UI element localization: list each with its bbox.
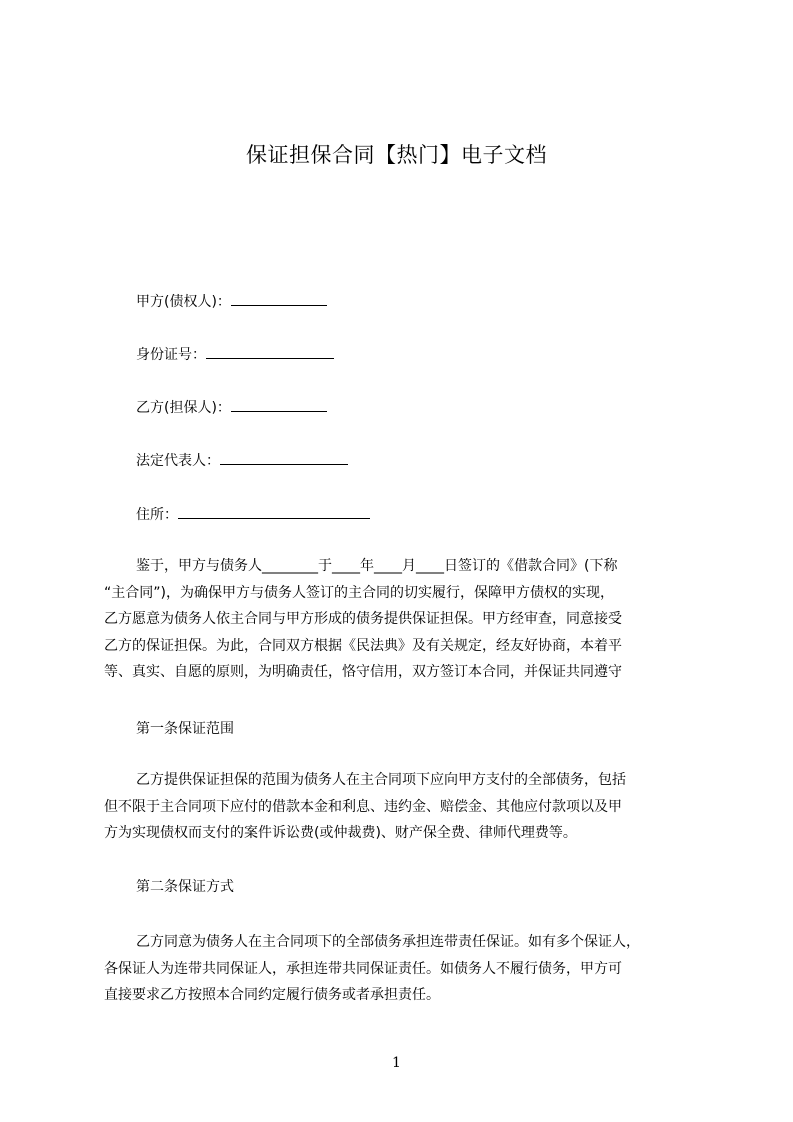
preamble-line: 等、真实、自愿的原则，为明确责任，恪守信用，双方签订本合同，并保证共同遵守 [104, 664, 622, 680]
section-2-line: 乙方同意为债务人在主合同项下的全部债务承担连带责任保证。如有多个保证人， [136, 934, 640, 950]
id-number-label: 身份证号： [136, 347, 206, 363]
section-1-line: 乙方提供保证担保的范围为债务人在主合同项下应向甲方支付的全部债务，包括 [136, 772, 626, 788]
creditor-label: 甲方(债权人)： [136, 294, 231, 310]
address-field [136, 504, 370, 526]
section-1-paragraph [104, 767, 694, 847]
guarantor-label: 乙方(担保人)： [136, 400, 231, 416]
creditor-blank [231, 291, 327, 306]
legal-representative-label: 法定代表人： [136, 453, 220, 469]
id-number-field [136, 344, 334, 366]
address-blank [178, 504, 370, 519]
section-2-heading: 第二条保证方式 [136, 879, 234, 895]
section-1-line: 方为实现债权而支付的案件诉讼费(或仲裁费)、财产保全费、律师代理费等。 [104, 825, 577, 841]
page-number: 1 [392, 1055, 401, 1071]
preamble-line: “主合同”)，为确保甲方与债务人签订的主合同的切实履行，保障甲方债权的实现， [104, 584, 614, 601]
section-2-paragraph [104, 929, 694, 1009]
document-title: 保证担保合同【热门】电子文档 [246, 143, 547, 167]
address-label: 住所： [136, 507, 178, 523]
preamble-line: 鉴于，甲方与债务人________于____年____月____日签订的《借款合同》(下称 [136, 558, 618, 574]
guarantor-blank [231, 397, 327, 412]
section-2-line: 各保证人为连带共同保证人，承担连带共同保证责任。如债务人不履行债务，甲方可 [104, 960, 622, 977]
preamble-line: 乙方的保证担保。为此，合同双方根据《民法典》及有关规定，经友好协商，本着平 [104, 637, 622, 654]
legal-representative-field [136, 450, 348, 472]
creditor-field [136, 291, 327, 313]
section-1-line: 但不限于主合同项下应付的借款本金和利息、违约金、赔偿金、其他应付款项以及甲 [104, 798, 622, 815]
id-number-blank [206, 344, 334, 359]
section-2-line: 直接要求乙方按照本合同约定履行债务或者承担责任。 [104, 987, 440, 1003]
preamble-line: 乙方愿意为债务人依主合同与甲方形成的债务提供保证担保。甲方经审查，同意接受 [104, 611, 622, 627]
preamble-paragraph [104, 553, 694, 686]
legal-representative-blank [220, 450, 348, 465]
section-1-heading: 第一条保证范围 [136, 721, 234, 737]
guarantor-field [136, 397, 327, 419]
